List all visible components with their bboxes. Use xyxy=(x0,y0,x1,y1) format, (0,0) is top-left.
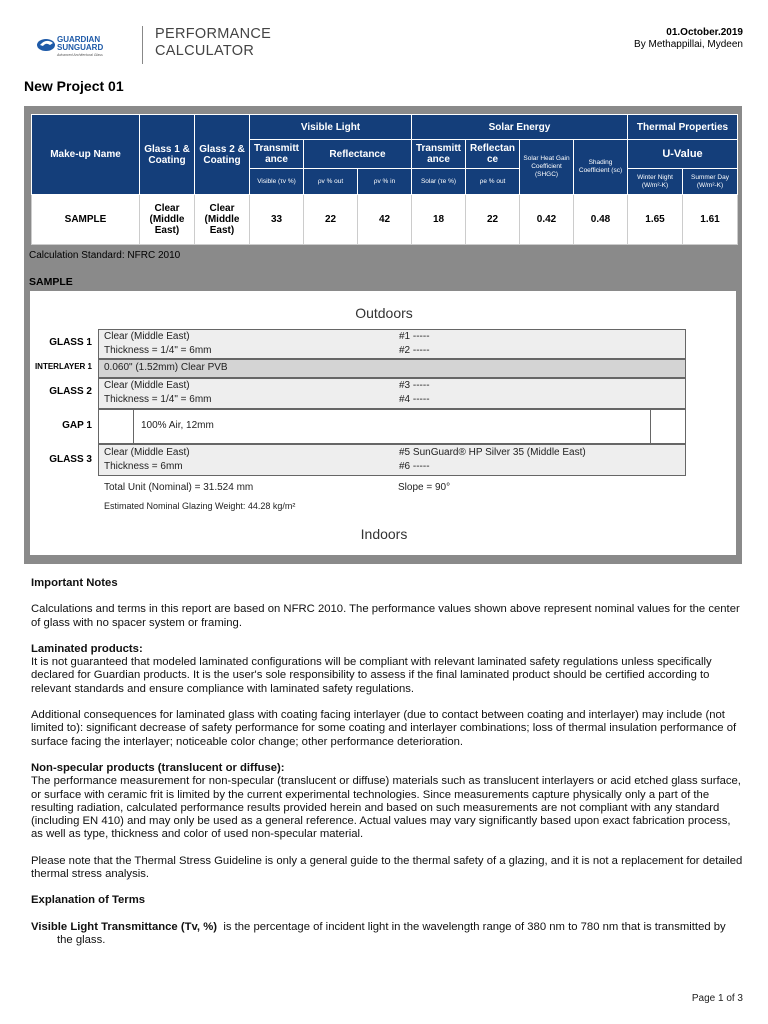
terms-heading: Explanation of Terms xyxy=(31,894,146,907)
notes-calc: Calculations and terms in this report are based on NFRC 2010. The performance values shown above represent nominal values for the center of glass with no spacer system or framing. xyxy=(31,603,740,629)
indoors-label: Indoors xyxy=(360,526,408,542)
glass3-type: Clear (Middle East) xyxy=(104,447,190,458)
logo-line1: GUARDIAN xyxy=(57,35,101,44)
title-line1: PERFORMANCE xyxy=(155,26,272,42)
laminated-text: It is not guaranteed that modeled laminated configurations will be compliant with relevant laminated safety regulations unless specifically declared for Guardian products. It is the user's sole responsibility to assess if the final laminated product should be certified according to relevant standards and ensure compliance with laminated safety regulations. xyxy=(31,656,712,695)
makeup-heading: SAMPLE xyxy=(29,276,73,288)
th-re-out: ρe % out xyxy=(466,169,520,195)
glass2-thickness: Thickness = 1/4" = 6mm xyxy=(104,394,212,405)
term-vlt xyxy=(31,921,743,948)
th-visible-light: Visible Light xyxy=(250,115,412,140)
surface-3: #3 ----- xyxy=(399,380,430,391)
th-visible-pct: Visible (τv %) xyxy=(250,169,304,195)
thermal-stress-text: Please note that the Thermal Stress Guideline is only a general guide to the thermal safety of a glazing, and it is not a replacement for detailed thermal stress analysis. xyxy=(31,854,743,881)
interlayer-text: 0.060" (1.52mm) Clear PVB xyxy=(104,362,228,373)
page-number: Page 1 of 3 xyxy=(691,993,743,1004)
th-glass2: Glass 2 & Coating xyxy=(195,115,250,195)
th-shading-coef: Shading Coefficient (sc) xyxy=(574,140,628,195)
gap-spacer-right xyxy=(650,409,686,444)
th-thermal: Thermal Properties xyxy=(628,115,738,140)
glass1-type: Clear (Middle East) xyxy=(104,331,190,342)
notes-section xyxy=(31,577,743,947)
title-separator xyxy=(142,26,143,64)
cell-u-summer: 1.61 xyxy=(683,195,738,245)
glass2-layer xyxy=(98,378,686,409)
logo-text xyxy=(57,36,103,52)
surface-5: #5 SunGuard® HP Silver 35 (Middle East) xyxy=(399,447,586,458)
cell-sr-out: 22 xyxy=(466,195,520,245)
cell-vr-out: 22 xyxy=(304,195,358,245)
th-shgc: Solar Heat Gain Coefficient (SHGC) xyxy=(520,140,574,195)
report-author: By Methappillai, Mydeen xyxy=(634,39,743,50)
th-rv-in: ρv % in xyxy=(358,169,412,195)
gap-text: 100% Air, 12mm xyxy=(141,420,214,431)
nonspec-heading: Non-specular products (translucent or diffuse): xyxy=(31,761,285,774)
cell-sc: 0.48 xyxy=(574,195,628,245)
glass3-thickness: Thickness = 6mm xyxy=(104,461,183,472)
project-title: New Project 01 xyxy=(24,78,124,94)
th-solar-transmittance: Transmitt ance xyxy=(412,140,466,169)
th-uvalue: U-Value xyxy=(628,140,738,169)
report-date: 01.October.2019 xyxy=(666,27,743,38)
glass2-label: GLASS 2 xyxy=(49,386,92,397)
surface-6: #6 ----- xyxy=(399,461,430,472)
cell-glass1: Clear (Middle East) xyxy=(140,195,195,245)
surface-4: #4 ----- xyxy=(399,394,430,405)
glass2-type: Clear (Middle East) xyxy=(104,380,190,391)
laminated-heading: Laminated products: xyxy=(31,642,143,655)
glass1-layer xyxy=(98,329,686,359)
th-solar-pct: Solar (τe %) xyxy=(412,169,466,195)
logo-line2: SUNGUARD xyxy=(57,43,104,52)
th-vis-reflectance: Reflectance xyxy=(304,140,412,169)
th-vis-transmittance: Transmitt ance xyxy=(250,140,304,169)
cell-st: 18 xyxy=(412,195,466,245)
th-winter-night: Winter Night (W/m²-K) xyxy=(628,169,683,195)
cell-vt: 33 xyxy=(250,195,304,245)
outdoors-label: Outdoors xyxy=(355,305,413,321)
cell-u-winter: 1.65 xyxy=(628,195,683,245)
th-rv-out: ρv % out xyxy=(304,169,358,195)
gap-label: GAP 1 xyxy=(62,420,92,431)
glass1-label: GLASS 1 xyxy=(49,337,92,348)
gap-spacer-left xyxy=(98,409,134,444)
doc-title xyxy=(155,26,271,60)
nonspec-text: The performance measurement for non-specular (translucent or diffuse) materials such as translucent interlayers or acid etched glass surface, or surface with ceramic frit is limited by the current experimental technologies. Since measurements capture physically only a part of the resulting radiation, calculated performance results provided herein and based on such measurements are not compliant with any standard (including EN 410) and may only be used as a general reference. Actual values may vary significantly based upon exact fabrication process, as well as type, thickness and color of used non-specular material. xyxy=(31,775,741,841)
th-solar-energy: Solar Energy xyxy=(412,115,628,140)
cell-shgc: 0.42 xyxy=(520,195,574,245)
term-vlt-def: is the percentage of incident light in the wavelength range of 380 nm to 780 nm that is transmitted by the glass. xyxy=(57,920,726,946)
cell-vr-in: 42 xyxy=(358,195,412,245)
glass3-label: GLASS 3 xyxy=(49,454,92,465)
additional-text: Additional consequences for laminated glass with coating facing interlayer (due to contact between coating and interlayer) may include (not limited to): significant decrease of safety performance for some coating and interlayer combinations; loss of thermal insulation performance of surface facing the interlayer; noticeable color change; other performance deterioration. xyxy=(31,709,737,748)
th-solar-reflectance: Reflectan ce xyxy=(466,140,520,169)
cell-name: SAMPLE xyxy=(32,195,140,245)
surface-1: #1 ----- xyxy=(399,331,430,342)
term-vlt-name: Visible Light Transmittance (Tv, %) xyxy=(31,920,218,933)
interlayer-layer xyxy=(98,359,686,378)
total-unit: Total Unit (Nominal) = 31.524 mm xyxy=(104,482,254,493)
cell-glass2: Clear (Middle East) xyxy=(195,195,250,245)
glass1-thickness: Thickness = 1/4" = 6mm xyxy=(104,345,212,356)
interlayer-label: INTERLAYER 1 xyxy=(34,362,92,371)
title-line2: CALCULATOR xyxy=(155,43,255,59)
table-row xyxy=(32,195,738,245)
th-makeup: Make-up Name xyxy=(32,115,140,195)
surface-2: #2 ----- xyxy=(399,345,430,356)
logo-tagline: Advanced Architectural Glass xyxy=(57,53,103,57)
performance-table xyxy=(31,114,738,245)
notes-heading: Important Notes xyxy=(31,577,118,589)
calc-standard: Calculation Standard: NFRC 2010 xyxy=(29,250,181,261)
glazing-weight: Estimated Nominal Glazing Weight: 44.28 kg/m² xyxy=(104,501,296,511)
th-summer-day: Summer Day (W/m²-K) xyxy=(683,169,738,195)
slope: Slope = 90° xyxy=(398,482,451,493)
glass3-layer xyxy=(98,444,686,476)
th-glass1: Glass 1 & Coating xyxy=(140,115,195,195)
